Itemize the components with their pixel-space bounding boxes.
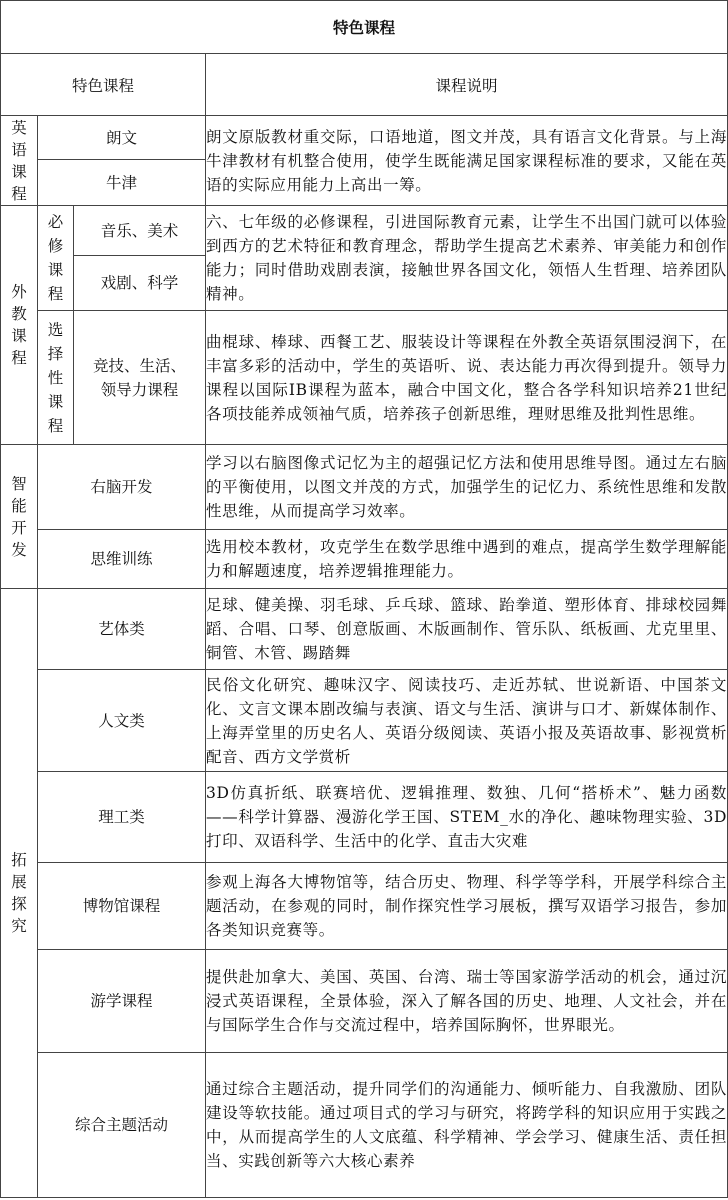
course-name: 综合主题活动 (38, 1053, 206, 1198)
subgroup-elective: 选择性课程 (38, 311, 74, 445)
course-name: 游学课程 (38, 950, 206, 1053)
group-explore: 拓展探究 (1, 589, 38, 1198)
course-name: 戏剧、科学 (74, 256, 206, 311)
course-description: 提供赴加拿大、美国、英国、台湾、瑞士等国家游学活动的机会，通过沉浸式英语课程，全景体验，深入了解各国的历史、地理、人文社会，并在与国际学生合作与交流过程中，培养国际胸怀，世界眼光。 (206, 950, 728, 1053)
course-description: 通过综合主题活动，提升同学们的沟通能力、倾听能力、自我激励、团队建设等软技能。通过项目式的学习与研究，将跨学科的知识应用于实践之中，从而提高学生的人文底蕴、科学精神、学会学习、健康生活、责任担当、实践创新等六大核心素养 (206, 1053, 728, 1198)
course-description: 六、七年级的必修课程，引进国际教育元素，让学生不出国门就可以体验到西方的艺术特征和教育理念，帮助学生提高艺术素养、审美能力和创作能力；同时借助戏剧表演，接触世界各国文化，领悟人生哲理、培养团队精神。 (206, 206, 728, 311)
course-description: 朗文原版教材重交际，口语地道，图文并茂，具有语言文化背景。与上海牛津教材有机整合使用，使学生既能满足国家课程标准的要求，又能在英语的实际应用能力上高出一筹。 (206, 116, 728, 206)
table-title: 特色课程 (1, 1, 728, 54)
group-foreign: 外教课程 (1, 206, 38, 445)
course-name: 右脑开发 (38, 445, 206, 530)
course-name: 博物馆课程 (38, 863, 206, 950)
course-description: 曲棍球、棒球、西餐工艺、服装设计等课程在外教全英语氛围浸润下，在丰富多彩的活动中，学生的英语听、说、表达能力再次得到提升。领导力课程以国际IB课程为蓝本，融合中国文化，整合各学科知识培养21世纪各项技能养成领袖气质，培养孩子创新思维，理财思维及批判性思维。 (206, 311, 728, 445)
course-description: 参观上海各大博物馆等，结合历史、物理、科学等学科，开展学科综合主题活动，在参观的同时，制作探究性学习展板，撰写双语学习报告，参加各类知识竞赛等。 (206, 863, 728, 950)
course-name: 艺体类 (38, 589, 206, 670)
course-name: 理工类 (38, 772, 206, 863)
group-english: 英语课程 (1, 116, 38, 206)
header-description: 课程说明 (206, 54, 728, 116)
course-name: 音乐、美术 (74, 206, 206, 256)
course-description: 选用校本教材，攻克学生在数学思维中遇到的难点，提高学生数学理解能力和解题速度，培养逻辑推理能力。 (206, 530, 728, 589)
course-name: 竞技、生活、领导力课程 (74, 311, 206, 445)
subgroup-required: 必修课程 (38, 206, 74, 311)
course-name: 思维训练 (38, 530, 206, 589)
course-name: 人文类 (38, 670, 206, 772)
header-course: 特色课程 (1, 54, 206, 116)
group-intel: 智能开发 (1, 445, 38, 589)
course-description: 3D仿真折纸、联赛培优、逻辑推理、数独、几何“搭桥术”、魅力函数——科学计算器、漫游化学王国、STEM_水的净化、趣味物理实验、3D打印、双语科学、生活中的化学、直击大灾难 (206, 772, 728, 863)
course-description: 学习以右脑图像式记忆为主的超强记忆方法和使用思维导图。通过左右脑的平衡使用，以图文并茂的方式，加强学生的记忆力、系统性思维和发散性思维，从而提高学习效率。 (206, 445, 728, 530)
course-description: 民俗文化研究、趣味汉字、阅读技巧、走近苏轼、世说新语、中国茶文化、文言文课本剧改编与表演、语文与生活、演讲与口才、新媒体制作、上海弄堂里的历史名人、英语分级阅读、英语小报及英语故事、影视赏析配音、西方文学赏析 (206, 670, 728, 772)
course-description: 足球、健美操、羽毛球、乒乓球、篮球、跆拳道、塑形体育、排球校园舞蹈、合唱、口琴、创意版画、木版画制作、管乐队、纸板画、尤克里里、铜管、木管、踢踏舞 (206, 589, 728, 670)
course-name: 朗文 (38, 116, 206, 160)
course-name: 牛津 (38, 160, 206, 206)
